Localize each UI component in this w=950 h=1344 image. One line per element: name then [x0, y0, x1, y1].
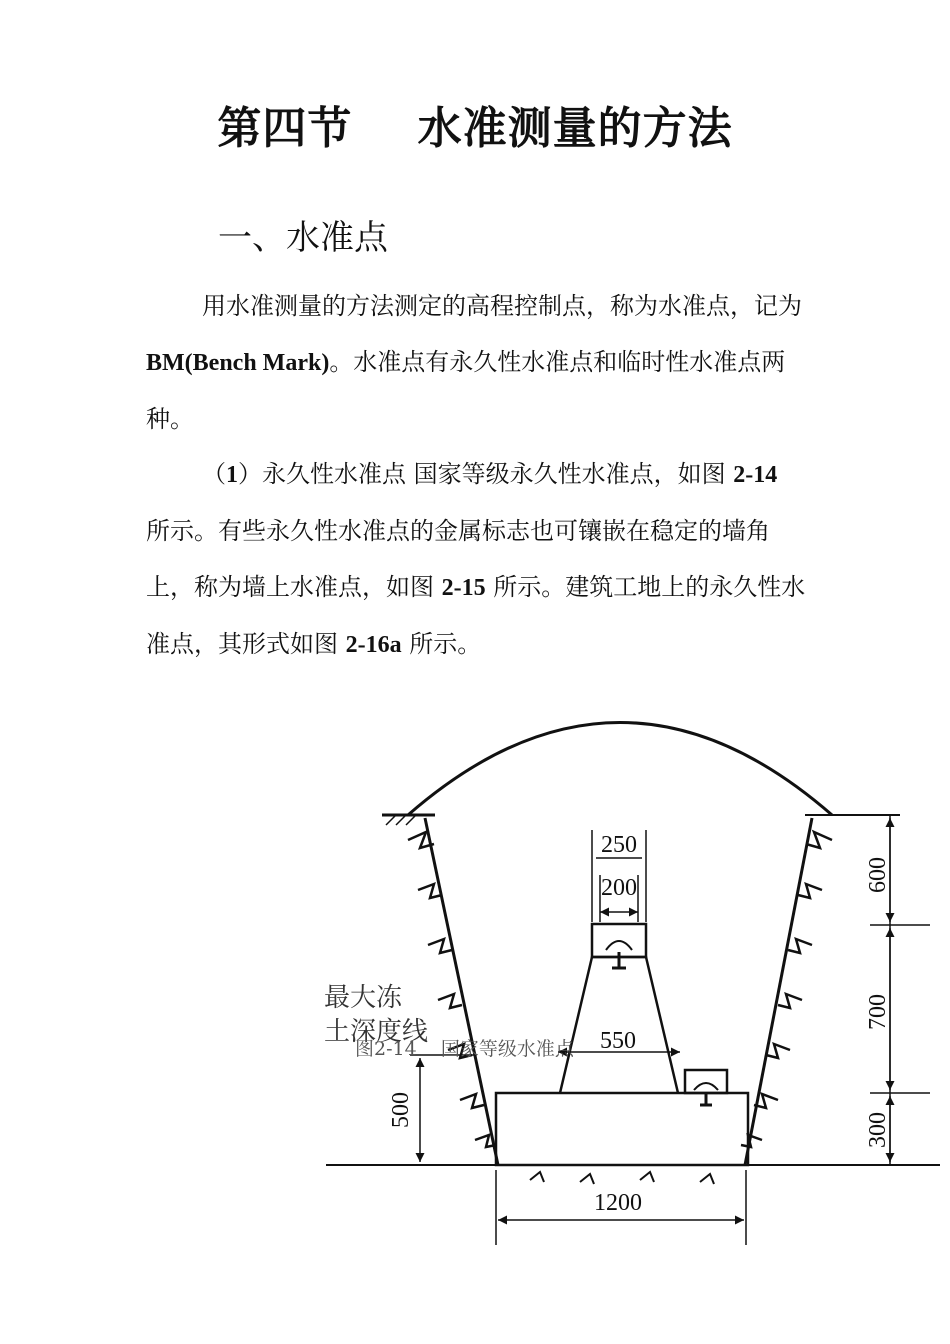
paragraph-benchmark-definition: [146, 278, 806, 447]
benchmark-figure: [300, 700, 940, 1260]
figure-caption: 图2-14 国家等级水准点: [355, 1038, 574, 1060]
para1-text-1: 用水准测量的方法测定的高程控制点，称为水准点，记为: [202, 292, 802, 320]
dim-label-700: 700: [865, 994, 891, 1030]
frost-depth-label-line2: 土深度线: [324, 1017, 429, 1047]
dim-label-500: 500: [388, 1092, 414, 1128]
dim-label-600: 600: [865, 857, 891, 893]
dim-label-1200: 1200: [594, 1190, 642, 1216]
page-title: 第四节 水准测量的方法: [217, 103, 733, 154]
cover-arc: [408, 723, 832, 816]
para2-ref-2-14: 2-14: [733, 462, 778, 488]
para2-text-5: 所示。: [401, 630, 482, 658]
para2-ref-2-16a: 2-16a: [345, 632, 402, 658]
pit-wall-left: [425, 818, 498, 1165]
paragraph-permanent-benchmark: [146, 446, 806, 673]
section-heading: 一、水准点: [218, 218, 388, 258]
side-mark-cap: [685, 1070, 727, 1093]
dim-label-200: 200: [601, 875, 637, 901]
frost-depth-label-line1: 最大冻: [324, 983, 403, 1013]
dim-label-250: 250: [601, 832, 637, 858]
concrete-pillar: [560, 957, 678, 1093]
para1-text-2: 。水准点有永久性水准点和临时性水准点两种。: [146, 348, 786, 433]
pit-wall-right: [745, 818, 812, 1165]
dim-label-300: 300: [865, 1112, 891, 1148]
para2-text-4: 所示。建筑工地上的永久性水准点，其形式如图: [146, 573, 806, 658]
para2-text-1: （: [202, 460, 226, 488]
para1-bold-bm: BM(Bench Mark): [146, 350, 330, 376]
para2-ref-2-15: 2-15: [441, 575, 486, 601]
dim-label-550: 550: [600, 1028, 636, 1054]
para2-text-2: ）永久性水准点 国家等级永久性水准点，如图: [238, 460, 734, 488]
para2-text-3: 所示。有些永久性水准点的金属标志也可镶嵌在稳定的墙角上，称为墙上水准点，如图: [146, 517, 770, 601]
para2-bold-1: 1: [226, 462, 238, 488]
